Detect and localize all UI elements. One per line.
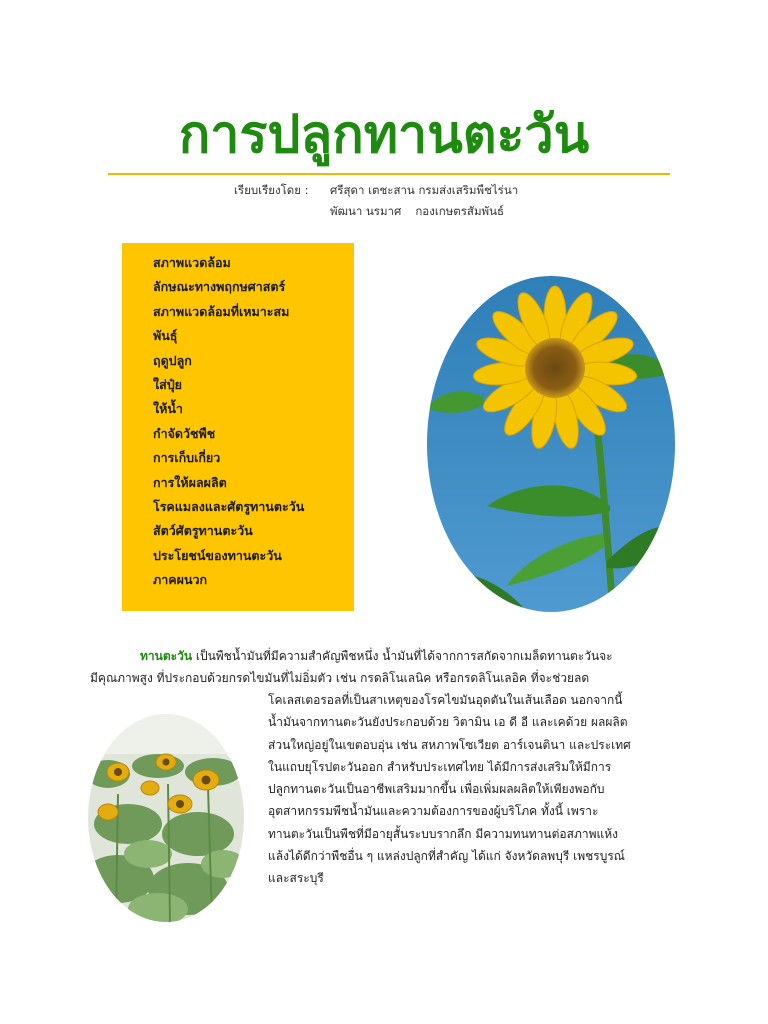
toc-item: สัตว์ศัตรูทานตะวัน (153, 523, 253, 539)
byline-author-2-agency: กองเกษตรสัมพันธ์ (415, 204, 504, 218)
intro-line-1 (90, 645, 678, 667)
body-text-line: ส่วนใหญ่อยู่ในเขตอบอุ่น เช่น สหภาพโซเวียต อาร์เจนตินา และประเทศ (268, 737, 631, 752)
byline-authors (330, 180, 518, 222)
body-text-line: ทานตะวันเป็นพืชที่มีอายุสั้นระบบรากลึก มีความทนทานต่อสภาพแห้ง (268, 826, 619, 841)
toc-item: การเก็บเกี่ยว (153, 450, 221, 466)
intro-line-2: มีคุณภาพสูง ที่ประกอบด้วยกรดไขมันที่ไม่อิ่มตัว เช่น กรดลิโนเลนิค หรือกรดลิโนเลอิค ที่จะช่วยลด (90, 671, 590, 686)
toc-item: สภาพแวดล้อม (153, 255, 231, 270)
toc-item: พันธุ์ (153, 328, 178, 344)
body-text-line: แล้งได้ดีกว่าพืชอื่น ๆ แหล่งปลูกที่สำคัญ ได้แก่ จังหวัดลพบุรี เพชรบูรณ์ (268, 849, 625, 864)
byline-label: เรียบเรียงโดย : (234, 183, 309, 197)
table-of-contents (122, 243, 354, 611)
intro-body-text (268, 689, 678, 890)
toc-list (122, 243, 354, 593)
intro-line-1-text: เป็นพืชน้ำมันที่มีความสำคัญพืชหนึ่ง น้ำมันที่ได้จากการสกัดจากเมล็ดทานตะวันจะ (192, 649, 613, 663)
body-text-line: น้ำมันจากทานตะวันยังประกอบด้วย วิตามิน เอ ดี อี และเคด้วย ผลผลิต (268, 715, 628, 730)
page-title: การปลูกทานตะวัน (178, 104, 590, 165)
byline-author-1: ศรีสุดา เตชะสาน กรมส่งเสริมพืชไร่นา (330, 183, 519, 197)
intro-paragraph (90, 645, 678, 690)
toc-item: ฤดูปลูก (153, 352, 192, 368)
title-divider (108, 173, 670, 175)
toc-item: โรคแมลงและศัตรูทานตะวัน (153, 499, 305, 515)
sunflower-photo (427, 276, 675, 612)
body-text-line: อุตสาหกรรมพืชน้ำมันและความต้องการของผู้บริโภค ทั้งนี้ เพราะ (268, 804, 599, 819)
toc-item: ใส่ปุ๋ย (153, 377, 182, 393)
toc-item: กำจัดวัชพืช (153, 425, 216, 441)
intro-lead-word: ทานตะวัน (140, 649, 193, 663)
body-text-line: ปลูกทานตะวันเป็นอาชีพเสริมมากขึ้น เพื่อเพิ่มผลผลิตให้เพียงพอกับ (268, 782, 605, 797)
body-text-line: ในแถบยุโรปตะวันออก สำหรับประเทศไทย ได้มีการส่งเสริมให้มีการ (268, 759, 612, 774)
toc-item: ประโยชน์ของทานตะวัน (153, 547, 282, 563)
byline-author-2 (330, 201, 518, 222)
toc-item: สภาพแวดล้อมที่เหมาะสม (153, 303, 290, 319)
body-text-line: และสระบุรี (268, 871, 324, 886)
toc-item: การให้ผลผลิต (153, 474, 227, 490)
body-text-line: โคเลสเตอรอลที่เป็นสาเหตุของโรคไขมันอุดตันในเส้นเลือด นอกจากนี้ (268, 693, 623, 707)
sunflower-field-photo (88, 714, 244, 922)
byline-author-2-name: พัฒนา นรมาศ (330, 204, 402, 218)
toc-item: ภาคผนวก (153, 572, 208, 588)
toc-item: ลักษณะทางพฤกษศาสตร์ (153, 279, 286, 295)
toc-item: ให้น้ำ (153, 401, 183, 417)
